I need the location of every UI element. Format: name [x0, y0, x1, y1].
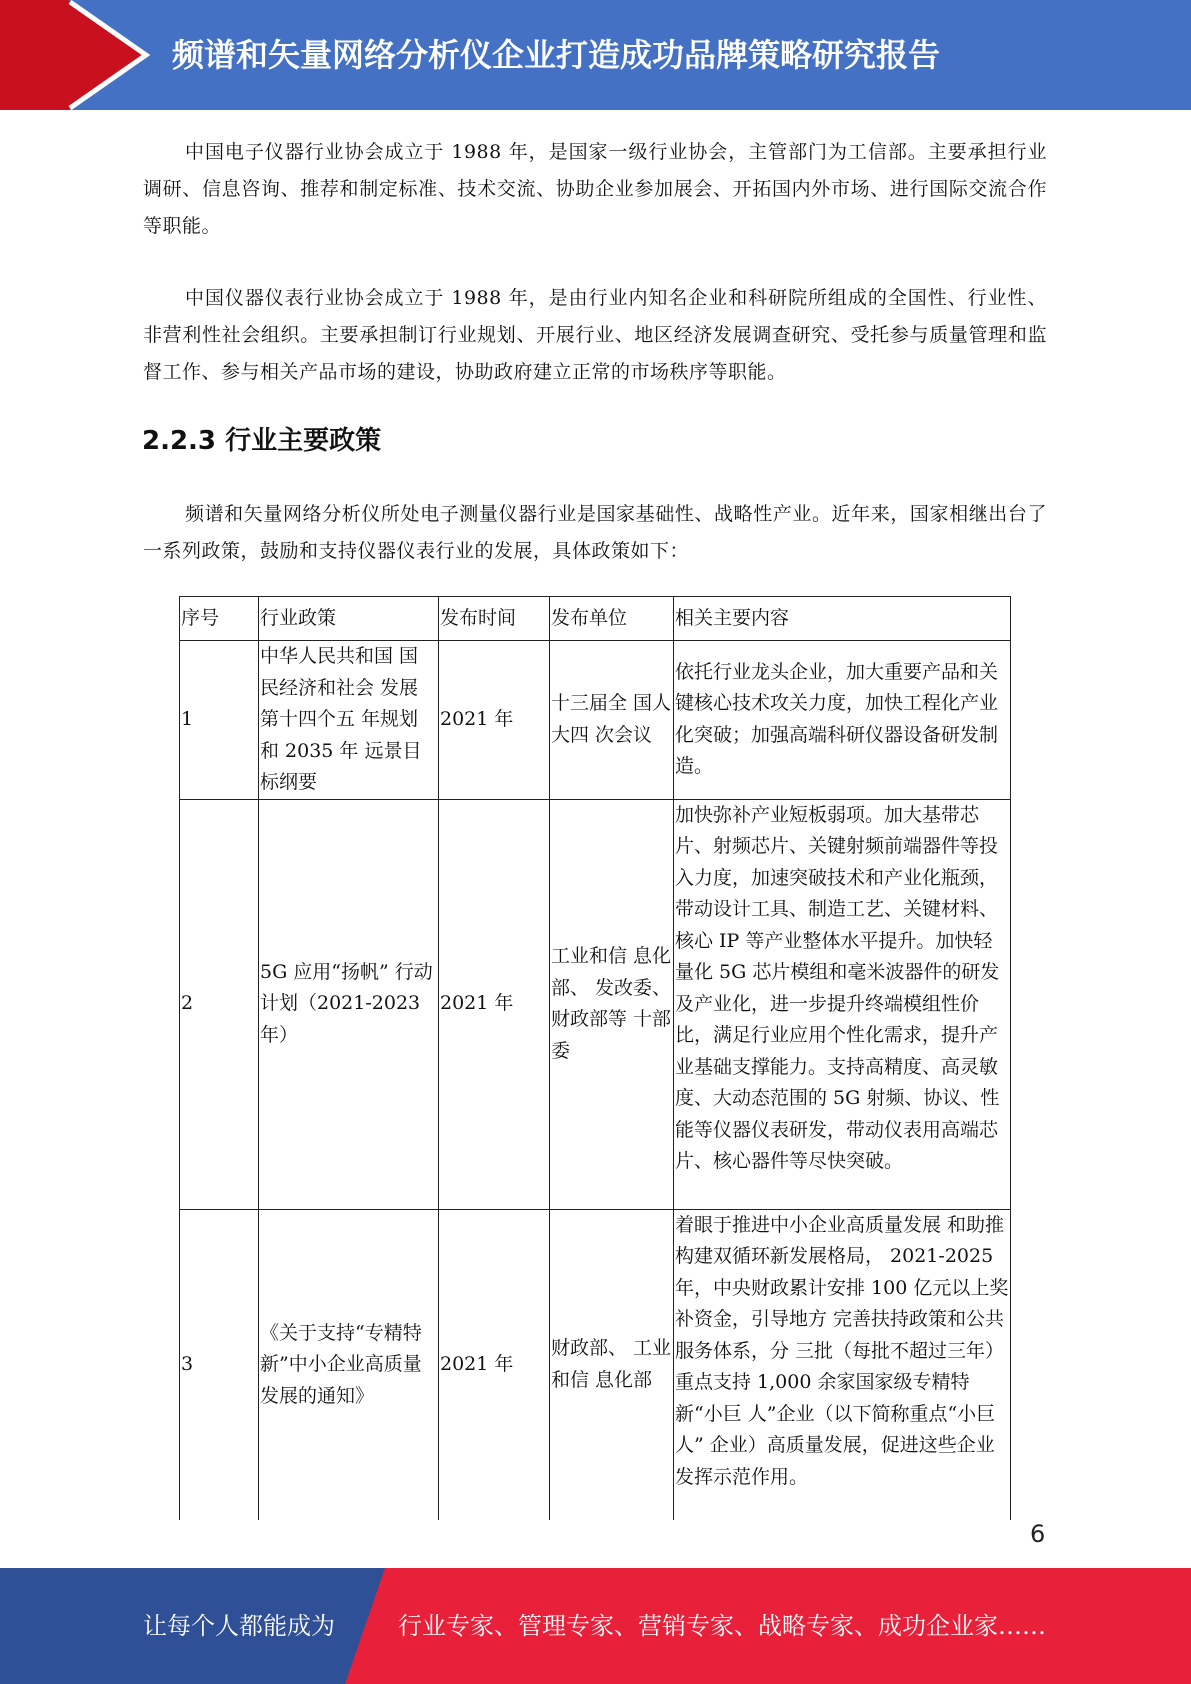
table-header-row — [180, 597, 1011, 641]
table-row — [180, 799, 1011, 1209]
cell-content: 加快弥补产业短板弱项。加大基带芯片、射频芯片、关键射频前端器件等投入力度，加速突破技术和产业化瓶颈，带动设计工具、制造工艺、关键材料、核心 IP 等产业整体水平提升。加快轻量化 5G 芯片模组和毫米波器件的研发及产业化，进一步提升终端模组性价比，满足行业应用个性化需求，提升产业基础支撑能力。支持高精度、高灵敏度、大动态范围的 5G 射频、协议、性能等仪器仪表研发，带动仪表用高端芯片、核心器件等尽快突破。 — [674, 799, 1011, 1209]
page-number: 6 — [1030, 1520, 1046, 1548]
paragraph-instrument-meter-association: 中国仪器仪表行业协会成立于 1988 年，是由行业内知名企业和科研院所组成的全国性、行业性、非营利性社会组织。主要承担制订行业规划、开展行业、地区经济发展调查研究、受托参与质量管理和监督工作、参与相关产品市场的建设，协助政府建立正常的市场秩序等职能。 — [143, 287, 1047, 383]
cell-issuer: 十三届全 国人大四 次会议 — [550, 641, 674, 800]
cell-issuer: 工业和信 息化部、 发改委、财政部等 十部委 — [550, 799, 674, 1209]
cell-date: 2021 年 — [439, 799, 550, 1209]
cell-issuer: 财政部、 工业和信 息化部 — [550, 1209, 674, 1520]
footer-slogan-left: 让每个人都能成为 — [143, 1612, 335, 1640]
header-cell-content: 相关主要内容 — [674, 597, 1011, 641]
cell-number: 3 — [180, 1209, 259, 1520]
section-heading: 2.2.3 行业主要政策 — [142, 426, 382, 456]
cell-policy: 中华人民共和国 国民经济和社会 发展第十四个五 年规划和 2035 年 远景目标纲要 — [259, 641, 439, 800]
header-cell-issuer: 发布单位 — [550, 597, 674, 641]
report-title: 频谱和矢量网络分析仪企业打造成功品牌策略研究报告 — [172, 36, 941, 74]
footer-slogan-right: 行业专家、管理专家、营销专家、战略专家、成功企业家…… — [398, 1612, 1046, 1640]
cell-number: 2 — [180, 799, 259, 1209]
policy-table — [179, 596, 1011, 1520]
header-cell-date: 发布时间 — [439, 597, 550, 641]
paragraph-electronic-instrument-association: 中国电子仪器行业协会成立于 1988 年，是国家一级行业协会，主管部门为工信部。主要承担行业调研、信息咨询、推荐和制定标准、技术交流、协助企业参加展会、开拓国内外市场、进行国际交流合作等职能。 — [143, 141, 1047, 237]
cell-content: 着眼于推进中小企业高质量发展 和助推构建双循环新发展格局， 2021-2025 年，中央财政累计安排 100 亿元以上奖补资金，引导地方 完善扶持政策和公共服务体系，分 三批（每批不超过三年）重点支持 1,000 余家国家级专精特新“小巨 人”企业（以下简称重点“小巨人” 企业）高质量发展，促进这些企业 发挥示范作用。 — [674, 1209, 1011, 1520]
footer-banner — [0, 1568, 1191, 1684]
cell-date: 2021 年 — [439, 1209, 550, 1520]
cell-policy: 5G 应用“扬帆” 行动计划（2021-2023 年） — [259, 799, 439, 1209]
header-cell-number: 序号 — [180, 597, 259, 641]
header-banner — [0, 0, 1191, 110]
table-row — [180, 641, 1011, 800]
cell-policy: 《关于支持“专精特新”中小企业高质量发展的通知》 — [259, 1209, 439, 1520]
section-intro-paragraph: 频谱和矢量网络分析仪所处电子测量仪器行业是国家基础性、战略性产业。近年来，国家相继出台了一系列政策，鼓励和支持仪器仪表行业的发展，具体政策如下： — [143, 503, 1047, 562]
cell-date: 2021 年 — [439, 641, 550, 800]
cell-number: 1 — [180, 641, 259, 800]
header-cell-policy: 行业政策 — [259, 597, 439, 641]
cell-content: 依托行业龙头企业，加大重要产品和关键核心技术攻关力度，加快工程化产业化突破；加强高端科研仪器设备研发制造。 — [674, 641, 1011, 800]
table-row — [180, 1209, 1011, 1520]
